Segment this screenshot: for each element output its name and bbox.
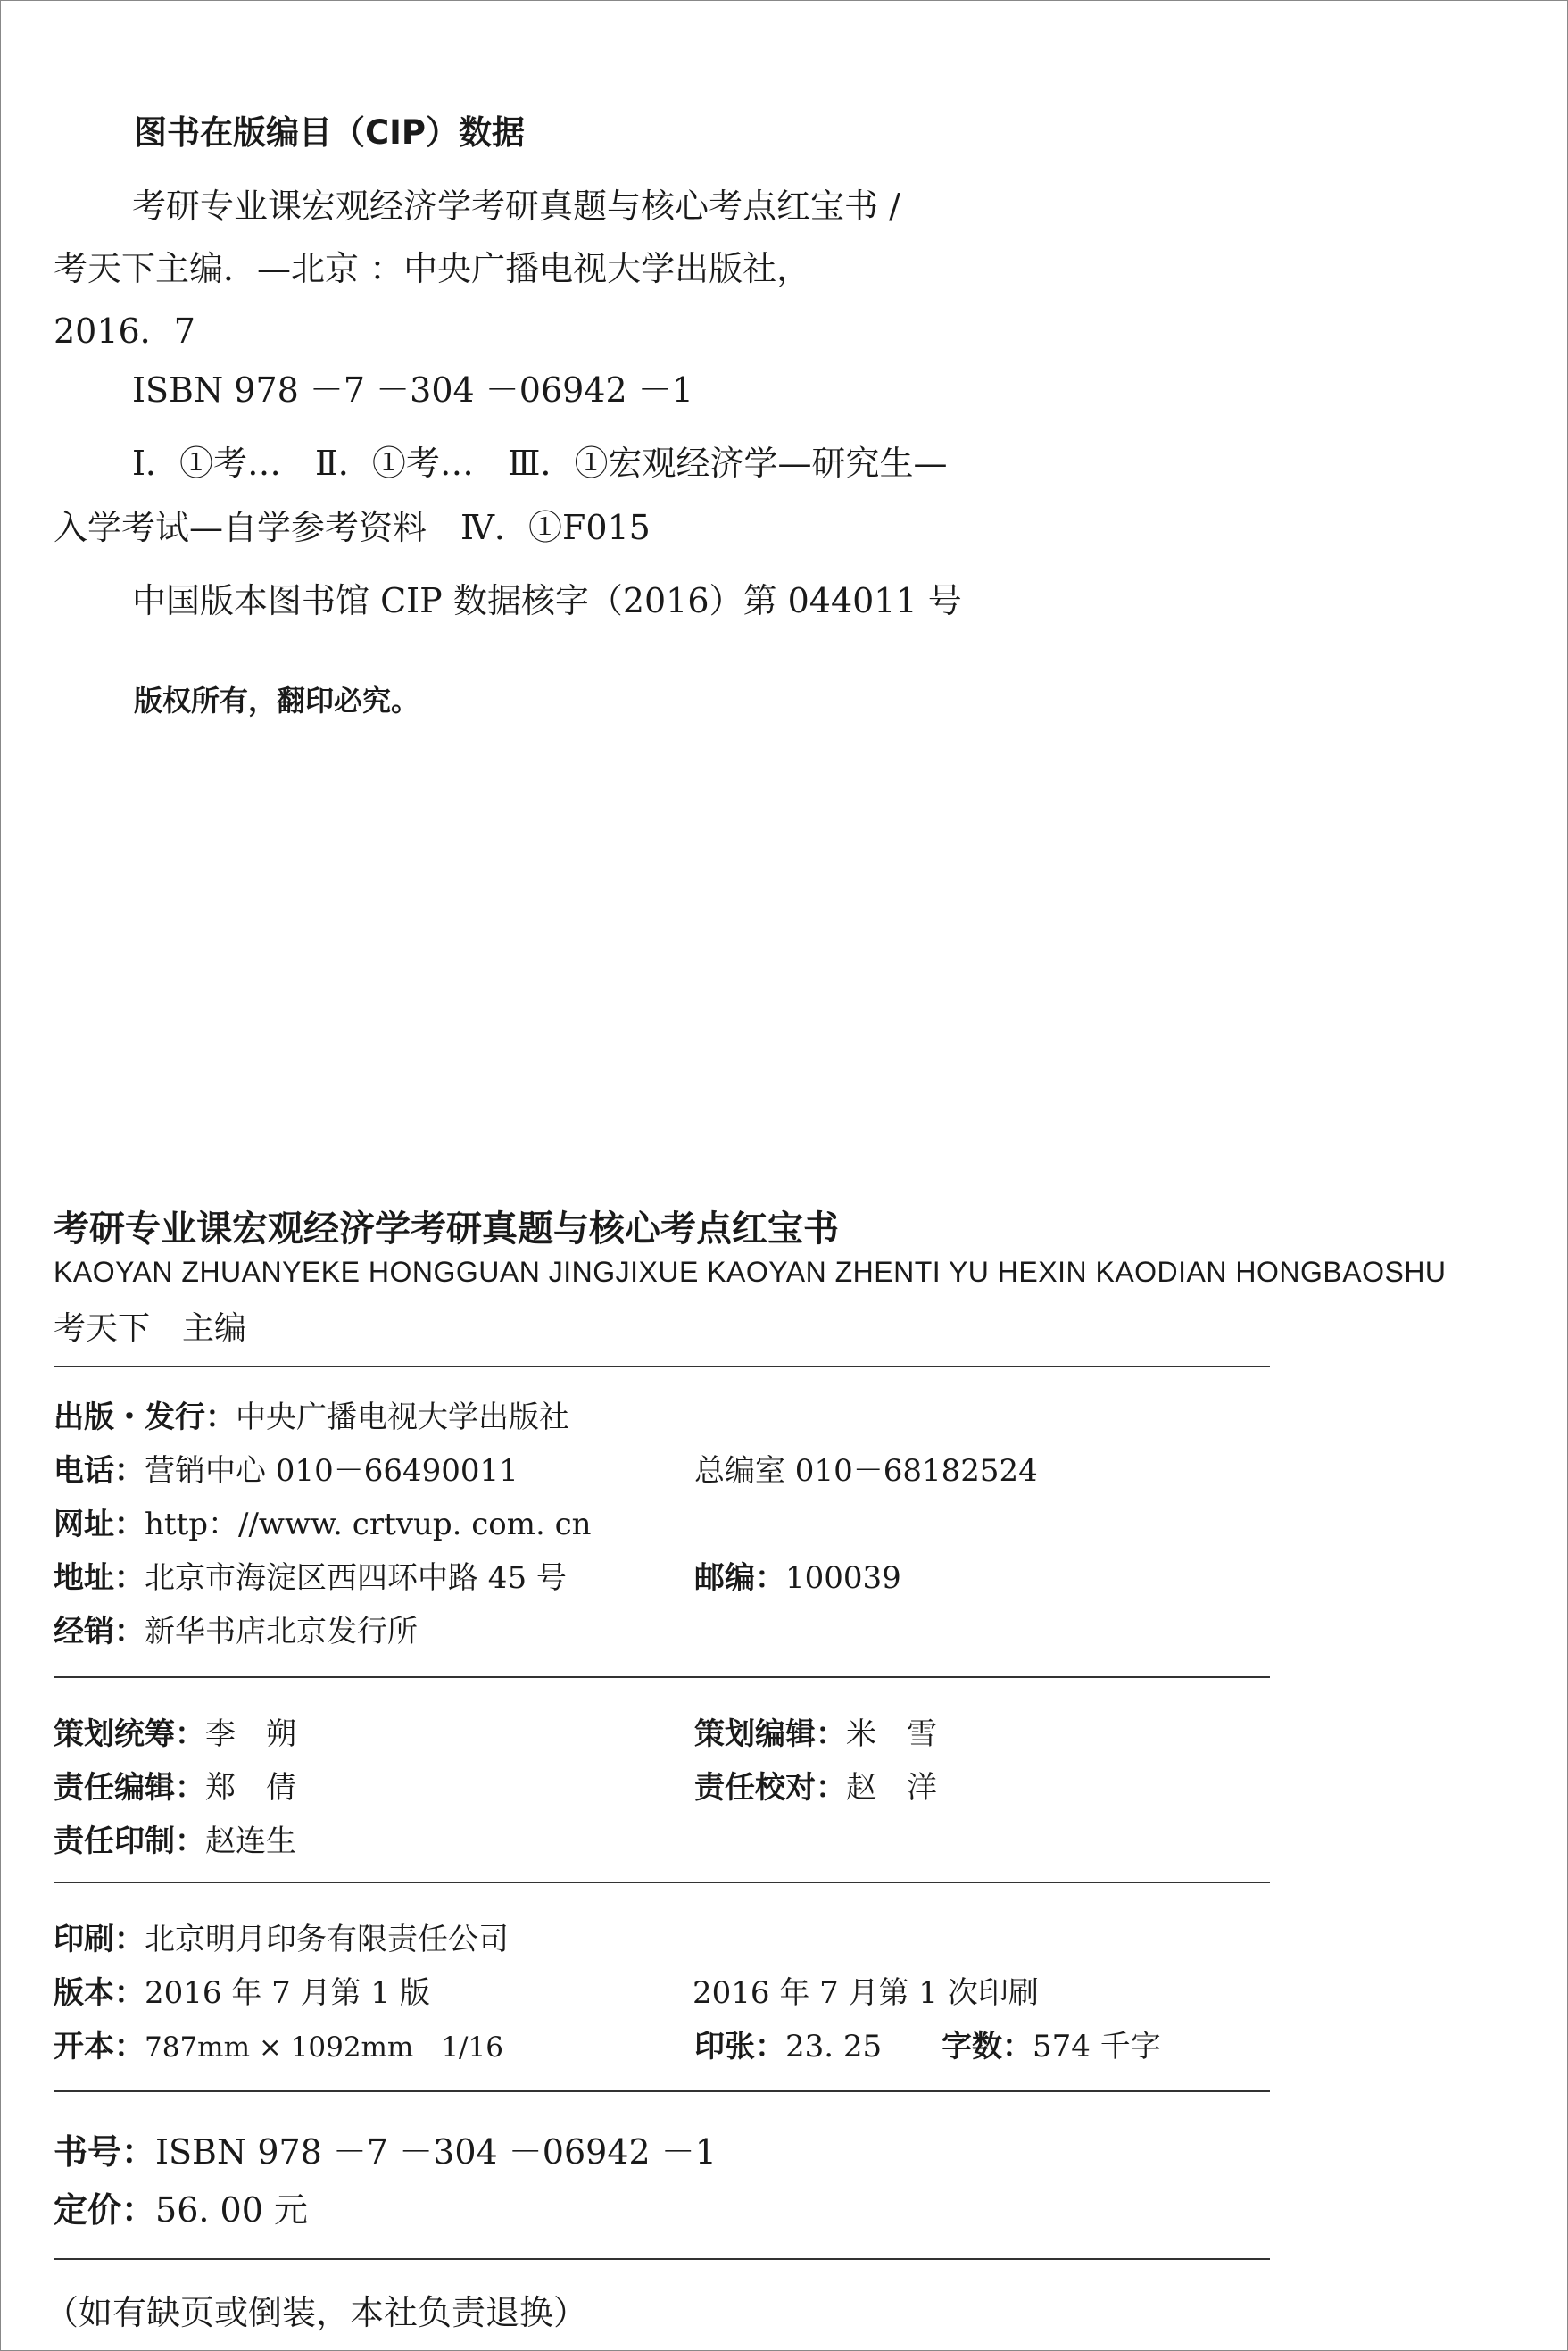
- proofreader-row: [694, 1763, 937, 1807]
- print-resp-row: [54, 1816, 296, 1860]
- planner-row: [54, 1709, 296, 1753]
- website-label: 网址：: [54, 1507, 145, 1542]
- printer-label: 印刷：: [54, 1922, 145, 1957]
- proofreader-value: 赵 洋: [846, 1770, 937, 1806]
- price-label: 定价：: [54, 2190, 156, 2230]
- cip-verification: 中国版本图书馆 CIP 数据核字（2016）第 044011 号: [132, 581, 962, 620]
- address-label: 地址：: [54, 1560, 145, 1596]
- edition-label: 版本：: [54, 1975, 145, 2011]
- isbn-value: ISBN 978 －7 －304 －06942 －1: [155, 2132, 717, 2172]
- address-row: [54, 1553, 567, 1597]
- price-value: 56. 00 元: [155, 2190, 308, 2230]
- sheets-row: [694, 2022, 882, 2065]
- divider: [54, 1882, 1270, 1883]
- replacement-note: （如有缺页或倒装，本社负责退换）: [45, 2293, 588, 2332]
- publisher-row: [54, 1392, 569, 1436]
- edition-value: 2016 年 7 月第 1 版: [145, 1975, 430, 2011]
- printer-row: [54, 1915, 509, 1958]
- impression-row: [693, 1968, 1039, 2012]
- distributor-label: 经销：: [54, 1614, 145, 1649]
- isbn-label: 书号：: [54, 2132, 156, 2172]
- zip-row: [694, 1553, 901, 1597]
- planner-label: 策划统筹：: [54, 1716, 205, 1752]
- plan-editor-row: [694, 1709, 937, 1753]
- resp-editor-label: 责任编辑：: [54, 1770, 205, 1806]
- format-row: [54, 2022, 503, 2065]
- resp-editor-row: [54, 1763, 296, 1807]
- divider: [54, 2258, 1270, 2260]
- divider: [54, 2090, 1270, 2092]
- plan-editor-label: 策划编辑：: [694, 1716, 846, 1752]
- distributor-row: [54, 1607, 418, 1650]
- plan-editor-value: 米 雪: [846, 1716, 937, 1752]
- sheets-value: 23. 25: [785, 2029, 883, 2064]
- publisher-label: 出版・发行：: [54, 1400, 236, 1435]
- phone-label: 电话：: [54, 1453, 145, 1489]
- cip-date-line: 2016．7: [54, 312, 195, 351]
- zip-value: 100039: [785, 1560, 901, 1596]
- cip-classification-line2: 入学考试—自学参考资料 Ⅳ．①F015: [54, 508, 651, 547]
- format-value: 787mm × 1092mm 1/16: [145, 2031, 503, 2064]
- word-count-row: [942, 2022, 1161, 2065]
- word-count-label: 字数：: [942, 2029, 1033, 2064]
- printer-value: 北京明月印务有限责任公司: [145, 1922, 509, 1957]
- book-editor: 考天下 主编: [54, 1310, 247, 1347]
- address-value: 北京市海淀区西四环中路 45 号: [145, 1560, 567, 1596]
- proofreader-label: 责任校对：: [694, 1770, 846, 1806]
- cip-classification-line1: Ⅰ．①考… Ⅱ．①考… Ⅲ．①宏观经济学—研究生—: [132, 444, 948, 483]
- cip-book-line: 考研专业课宏观经济学考研真题与核心考点红宝书 /: [132, 187, 900, 226]
- impression-value: 2016 年 7 月第 1 次印刷: [693, 1975, 1039, 2011]
- print-resp-value: 赵连生: [205, 1823, 296, 1859]
- price-row: [54, 2182, 308, 2231]
- copyright-notice: 版权所有，翻印必究。: [134, 684, 420, 718]
- office-value: 总编室 010－68182524: [694, 1453, 1038, 1489]
- cip-title: 图书在版编目（CIP）数据: [134, 113, 526, 152]
- isbn-row: [54, 2124, 717, 2173]
- print-resp-label: 责任印制：: [54, 1823, 205, 1859]
- zip-label: 邮编：: [694, 1560, 785, 1596]
- phone-row: [54, 1446, 519, 1490]
- planner-value: 李 朔: [205, 1716, 296, 1752]
- website-value: http：//www. crtvup. com. cn: [145, 1507, 592, 1542]
- phone-value: 营销中心 010－66490011: [145, 1453, 519, 1489]
- book-title: 考研专业课宏观经济学考研真题与核心考点红宝书: [54, 1209, 839, 1250]
- website-row: [54, 1499, 592, 1543]
- format-label: 开本：: [54, 2029, 145, 2064]
- publisher-value: 中央广播电视大学出版社: [236, 1400, 569, 1435]
- sheets-label: 印张：: [694, 2029, 785, 2064]
- divider: [54, 1366, 1270, 1367]
- book-title-pinyin: KAOYAN ZHUANYEKE HONGGUAN JINGJIXUE KAOYAN ZHENTI YU HEXIN KAODIAN HONGBAOSHU: [54, 1256, 1447, 1288]
- word-count-value: 574 千字: [1033, 2029, 1161, 2064]
- cip-editor-line: 考天下主编．—北京 ：中央广播电视大学出版社，: [54, 249, 811, 288]
- edition-row: [54, 1968, 430, 2012]
- resp-editor-value: 郑 倩: [205, 1770, 296, 1806]
- divider: [54, 1676, 1270, 1678]
- cip-isbn: ISBN 978 －7 －304 －06942 －1: [132, 370, 693, 410]
- distributor-value: 新华书店北京发行所: [145, 1614, 418, 1649]
- editorial-office-phone: [694, 1446, 1038, 1490]
